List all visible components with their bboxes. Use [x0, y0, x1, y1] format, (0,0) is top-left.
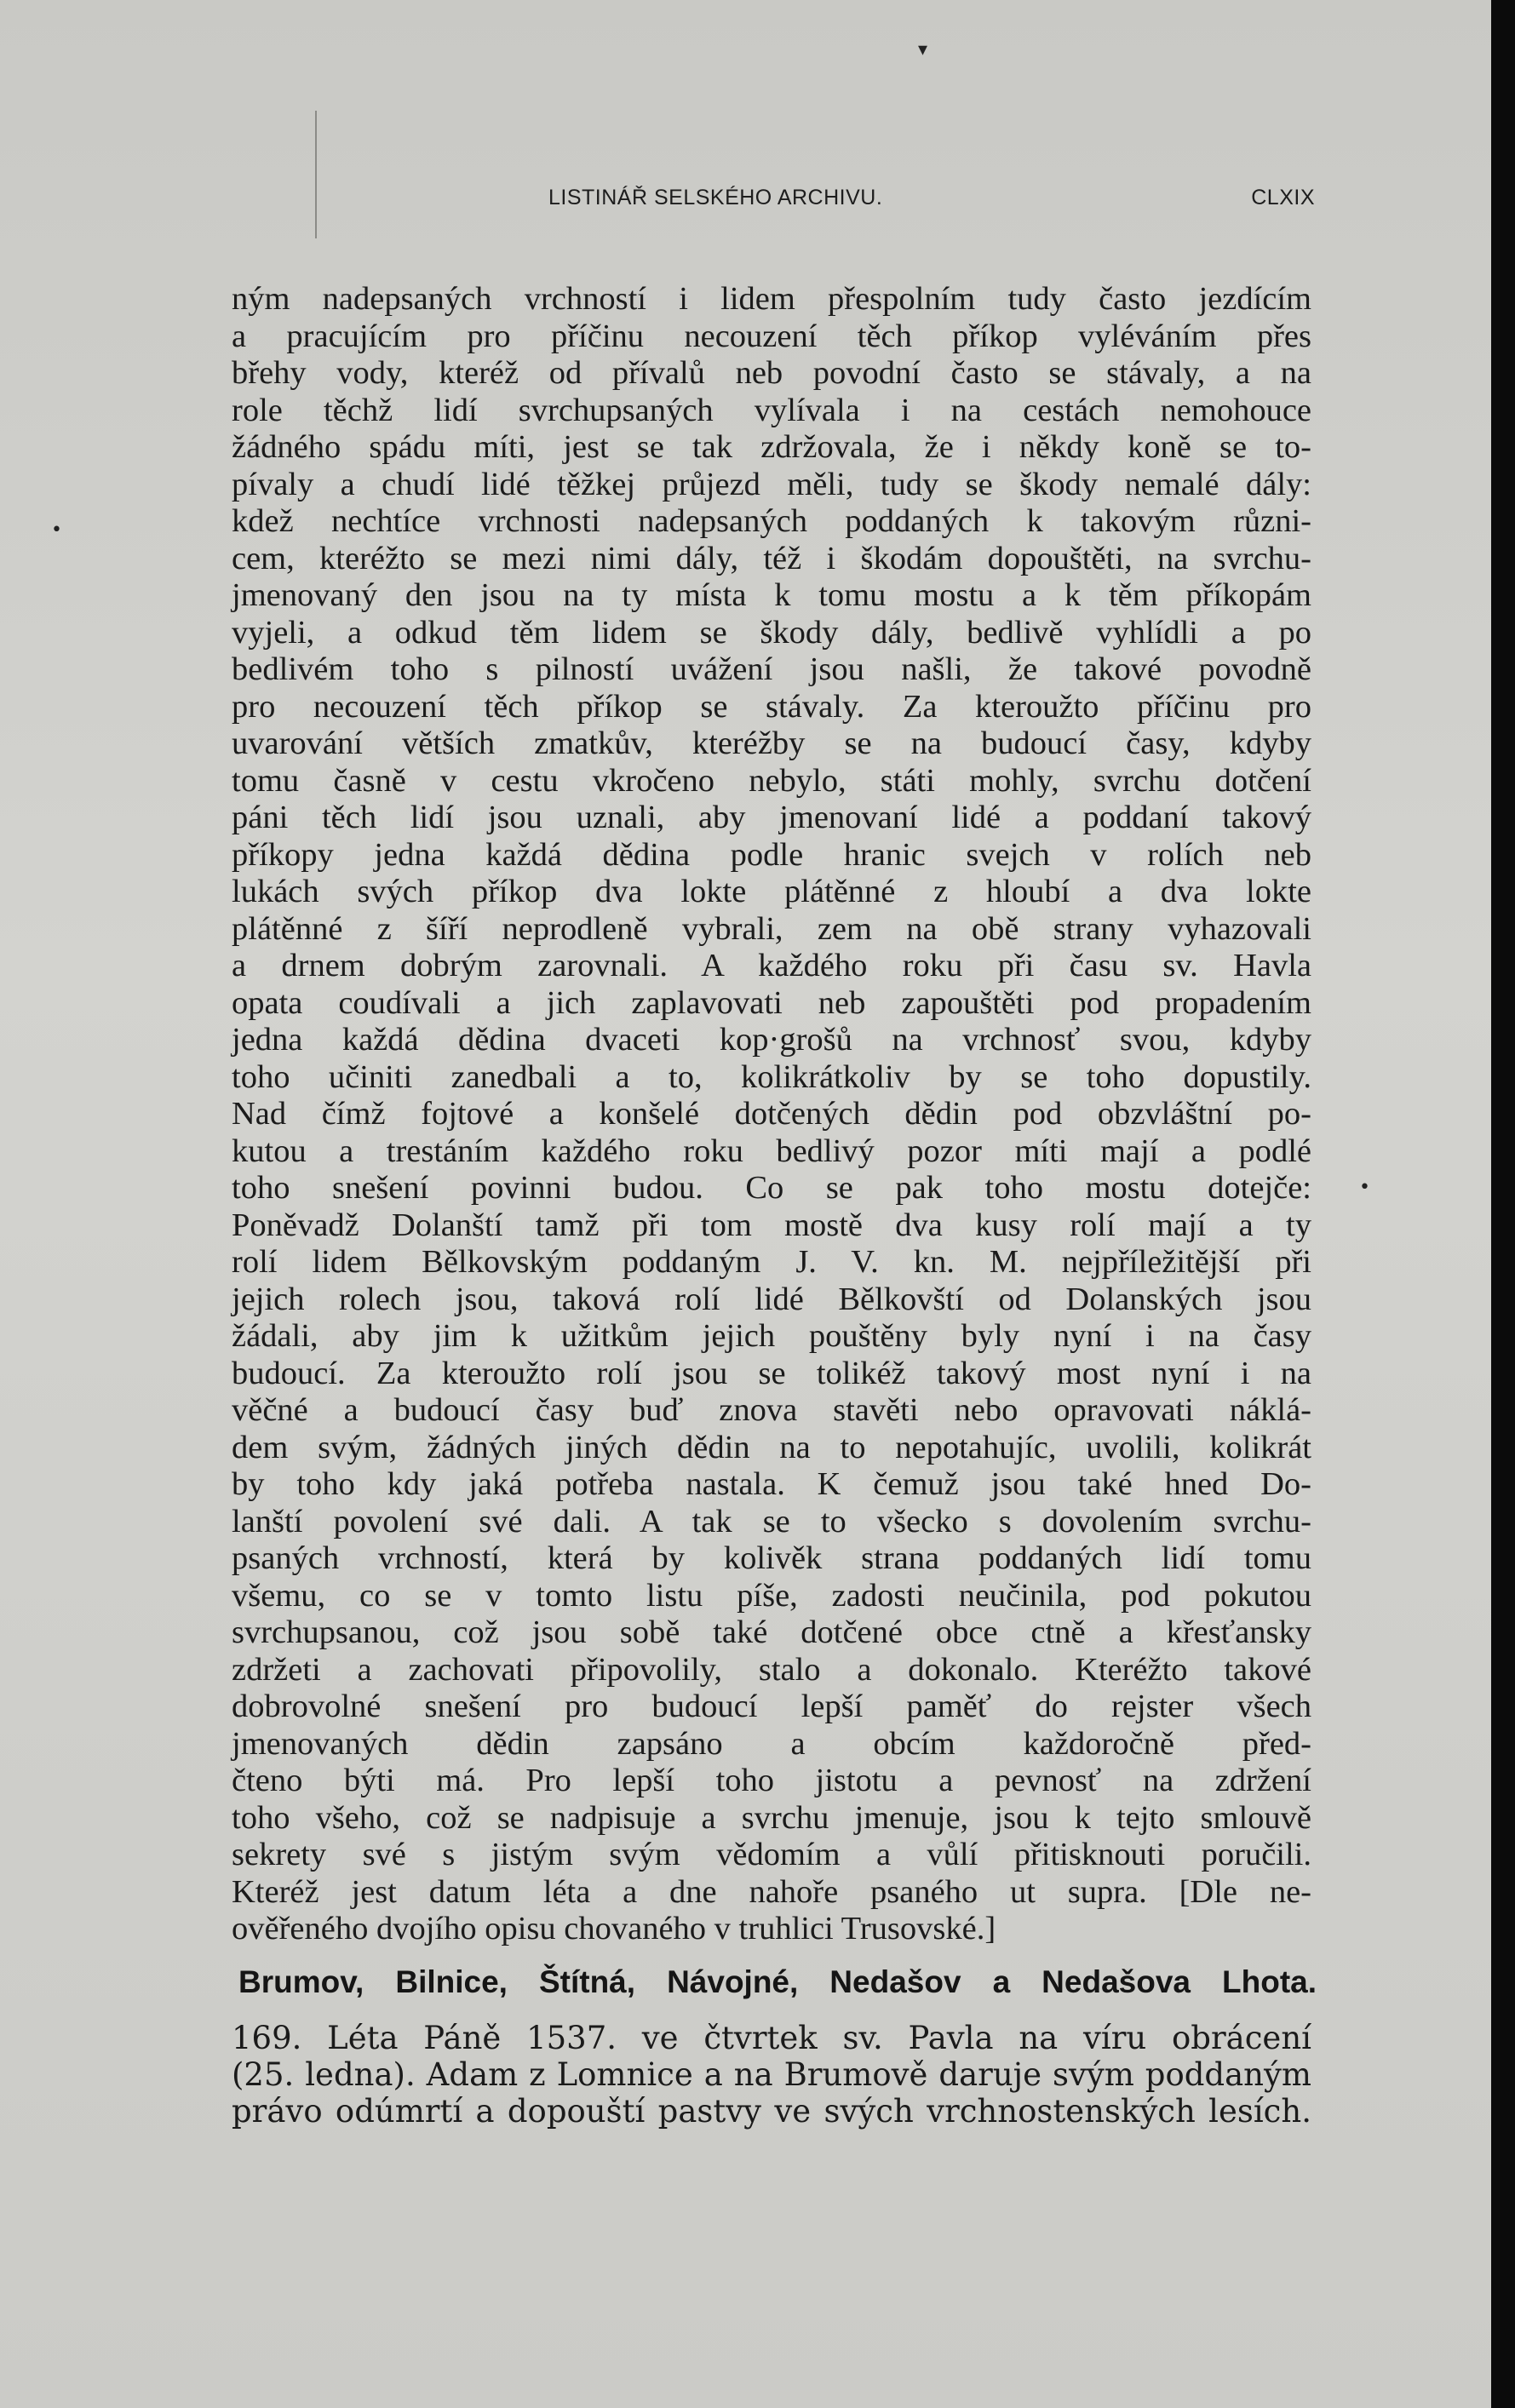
- text-line: toho učiniti zanedbali a to, kolikrátkoliv by se toho dopustily.: [232, 1058, 1311, 1095]
- binding-shadow: [315, 111, 317, 238]
- speck-mark: •: [1359, 1177, 1370, 1198]
- text-line: ověřeného dvojího opisu chovaného v truhlici Trusovské.]: [232, 1911, 996, 1946]
- text-line: Poněvadž Dolanští tamž při tom mostě dva kusy rolí mají a ty: [232, 1207, 1311, 1243]
- text-line: tomu časně v cestu vkročeno nebylo, státi mohly, svrchu dotčení: [232, 762, 1311, 799]
- text-line: uvarování větších zmatkův, kteréžby se na budoucí časy, kdyby: [232, 725, 1311, 761]
- section-heading: Brumov, Bilnice, Štítná, Návojné, Nedašov a Nedašova Lhota.: [238, 1964, 1317, 1999]
- text-line: dem svým, žádných jiných dědin na to nepotahujíc, uvolili, kolikrát: [232, 1429, 1311, 1465]
- entry-line: právo odúmrtí a dopouští pastvy ve svých vrchnostenských lesích.: [232, 2093, 1311, 2130]
- text-line: rolí lidem Bělkovským poddaným J. V. kn. M. nejpříležitější při: [232, 1244, 1311, 1280]
- text-line: opata coudívali a jich zaplavovati neb zapouštěti pod propadením: [232, 984, 1311, 1021]
- text-line: kutou a trestáním každého roku bedlivý pozor míti mají a podlé: [232, 1132, 1311, 1169]
- text-line: věčné a budoucí časy buď znova stavěti nebo opravovati náklá-: [232, 1392, 1311, 1428]
- text-line: lukách svých příkop dva lokte plátěnné z hloubí a dva lokte: [232, 874, 1311, 909]
- speck-mark: ▾: [918, 39, 928, 60]
- text-line: budoucí. Za kteroužto rolí jsou se tolikéž takový most nyní i na: [232, 1355, 1311, 1391]
- text-line: žádného spádu míti, jest se tak zdržovala, že i někdy koně se to-: [232, 429, 1311, 465]
- text-line: Nad čímž fojtové a konšelé dotčených dědin pod obzvláštní po-: [232, 1096, 1311, 1132]
- text-line: toho všeho, což se nadpisuje a svrchu jmenuje, jsou k tejto smlouvě: [232, 1799, 1311, 1836]
- text-line: by toho kdy jaká potřeba nastala. K čemuž jsou také hned Do-: [232, 1466, 1311, 1502]
- text-line: všemu, co se v tomto listu píše, zadosti neučinila, pod pokutou: [232, 1577, 1311, 1614]
- text-line: jmenovaných dědin zapsáno a obcím každoročně před-: [232, 1725, 1311, 1762]
- text-line: kdež nechtíce vrchnosti nadepsaných poddaných k takovým různi-: [232, 503, 1311, 539]
- text-line: vyjeli, a odkud těm lidem se škody dály, bedlivě vyhlídli a po: [232, 614, 1311, 651]
- text-line: role těchž lidí svrchupsaných vylívala i na cestách nemohouce: [232, 392, 1311, 428]
- text-line: jedna každá dědina dvaceti kop·grošů na vrchnosť svou, kdyby: [232, 1022, 1311, 1058]
- scan-edge: [1491, 0, 1515, 2408]
- text-line: ným nadepsaných vrchností i lidem přespolním tudy často jezdícím: [232, 281, 1311, 317]
- text-line: sekrety své s jistým svým vědomím a vůlí přitisknouti poručili.: [232, 1837, 1311, 1872]
- text-line: a pracujícím pro příčinu necouzení těch příkop vyléváním přes: [232, 318, 1311, 354]
- text-line: lanští povolení své dali. A tak se to všecko s dovolením svrchu-: [232, 1503, 1311, 1539]
- text-line: žádali, aby jim k užitkům jejich pouštěny byly nyní i na časy: [232, 1318, 1311, 1354]
- text-line: páni těch lidí jsou uznali, aby jmenovaní lidé a poddaní takový: [232, 800, 1311, 835]
- text-line: svrchupsanou, což jsou sobě také dotčené obce ctně a křesťansky: [232, 1614, 1311, 1650]
- text-line: bedlivém toho s pilností uvážení jsou našli, že takové povodně: [232, 651, 1311, 687]
- text-line: cem, kteréžto se mezi nimi dály, též i škodám dopouštěti, na svrchu-: [232, 540, 1311, 576]
- text-line: psaných vrchností, která by kolivěk strana poddaných lidí tomu: [232, 1540, 1311, 1576]
- running-title: LISTINÁŘ SELSKÉHO ARCHIVU.: [548, 186, 883, 209]
- text-line: jmenovaný den jsou na ty místa k tomu mostu a k těm příkopám: [232, 577, 1311, 613]
- text-line: pro necouzení těch příkop se stávaly. Za kteroužto příčinu pro: [232, 688, 1311, 725]
- text-line: dobrovolné snešení pro budoucí lepší paměť do rejster všech: [232, 1688, 1311, 1724]
- page-number: CLXIX: [1251, 186, 1315, 209]
- text-line: Kteréž jest datum léta a dne nahoře psaného ut supra. [Dle ne-: [232, 1873, 1311, 1910]
- text-line: jejich rolech jsou, taková rolí lidé Bělkovští od Dolanských jsou: [232, 1281, 1311, 1317]
- text-line: příkopy jedna každá dědina podle hranic svejch v rolích neb: [232, 836, 1311, 873]
- entry-summary: [232, 2020, 1311, 2130]
- running-header: [548, 186, 1315, 220]
- text-line: čteno býti má. Pro lepší toho jistotu a pevnosť na zdržení: [232, 1763, 1311, 1798]
- text-line: plátěnné z šíří neprodleně vybrali, zem na obě strany vyhazovali: [232, 910, 1311, 947]
- text-line: břehy vody, kteréž od přívalů neb povodní často se stávaly, a na: [232, 355, 1311, 391]
- text-line: a drnem dobrým zarovnali. A každého roku při času sv. Havla: [232, 948, 1311, 983]
- text-line: toho snešení povinni budou. Co se pak toho mostu dotejče:: [232, 1170, 1311, 1206]
- body-paragraph: [232, 281, 1311, 1948]
- text-line: zdržeti a zachovati připovolily, stalo a dokonalo. Kteréžto takové: [232, 1651, 1311, 1688]
- text-line: pívaly a chudí lidé těžkej průjezd měli, tudy se škody nemalé dály:: [232, 466, 1311, 502]
- speck-mark: •: [51, 519, 62, 541]
- entry-line: 169. Léta Páně 1537. ve čtvrtek sv. Pavla na víru obrácení: [232, 2020, 1311, 2056]
- entry-line: (25. ledna). Adam z Lomnice a na Brumově daruje svým poddaným: [232, 2056, 1311, 2093]
